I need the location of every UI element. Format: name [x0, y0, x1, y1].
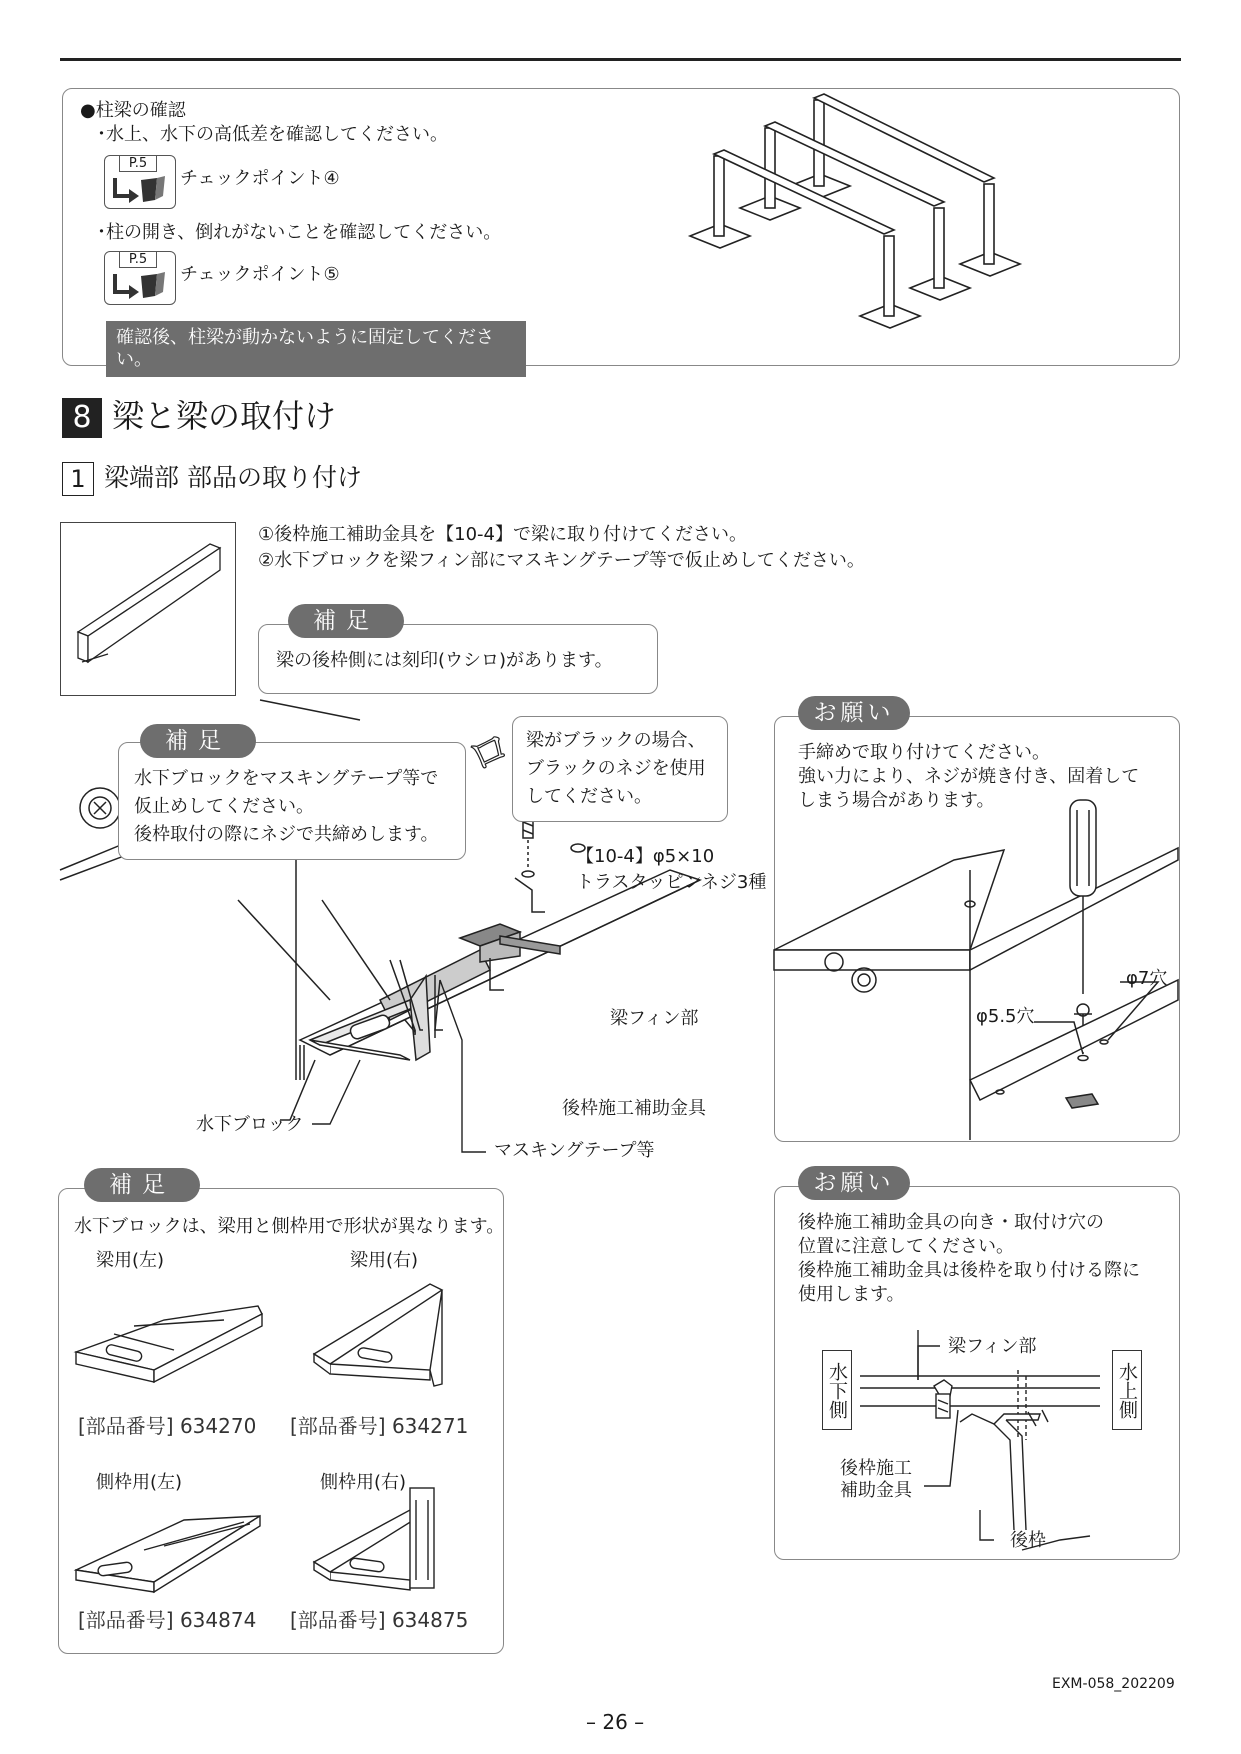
check-item-2: ･柱の開き、倒れがないことを確認してください。	[97, 222, 502, 243]
supplement-tag: 補足	[140, 724, 256, 758]
uphill-side-marker: 水上側	[1112, 1350, 1142, 1430]
black-callout-line-2: ブラックのネジを使用	[526, 758, 706, 779]
downhill-side-marker: 水下側	[822, 1350, 852, 1430]
hole-7-label: φ7穴	[1126, 968, 1168, 989]
black-callout-line-1: 梁がブラックの場合、	[526, 730, 706, 751]
request-1-line-1: 手締めで取り付けてください。	[798, 742, 1050, 763]
beam-right-block-drawing	[310, 1280, 470, 1400]
check-point-4-label: チェックポイント④	[180, 168, 340, 189]
beam-fin-label: 梁フィン部	[610, 1008, 699, 1029]
supplement-tag: 補足	[288, 604, 404, 638]
part-number-side-left: [部品番号] 634874	[78, 1608, 257, 1632]
request-2-line-4: 使用します。	[798, 1284, 905, 1305]
step-2: ②水下ブロックを梁フィン部にマスキングテープ等で仮止めしてください。	[258, 550, 865, 571]
part-number-beam-left: [部品番号] 634270	[78, 1414, 257, 1438]
masking-tape-label: マスキングテープ等	[494, 1140, 655, 1161]
top-rule	[60, 58, 1181, 61]
page-number: – 26 –	[586, 1710, 645, 1734]
supplement-mid-line-3: 後枠取付の際にネジで共締めします。	[134, 824, 439, 845]
post-beam-frame-illustration	[680, 96, 1020, 366]
request-2-line-3: 後枠施工補助金具は後枠を取り付ける際に	[798, 1260, 1140, 1281]
bracket-label-line-1: 後枠施工	[840, 1458, 912, 1479]
bracket-label-line-2: 補助金具	[840, 1480, 912, 1501]
subsection-number: 1	[62, 462, 94, 496]
request-2-line-2: 位置に注意してください。	[798, 1236, 1014, 1257]
part-number-side-right: [部品番号] 634875	[290, 1608, 469, 1632]
part-name-beam-right: 梁用(右)	[350, 1250, 419, 1271]
part-name-side-left: 側枠用(左)	[96, 1472, 183, 1493]
black-callout-line-3: してください。	[526, 786, 652, 807]
part-name-side-right: 側枠用(右)	[320, 1472, 407, 1493]
supplement-mid-line-1: 水下ブロックをマスキングテープ等で	[134, 768, 439, 789]
beam-left-block-drawing	[74, 1300, 274, 1400]
screw-spec-label: 【10-4】φ5×10	[576, 846, 715, 867]
subsection-title: 梁端部 部品の取り付け	[104, 463, 362, 492]
side-right-block-drawing	[310, 1480, 470, 1600]
check-heading: ●柱梁の確認	[80, 100, 186, 121]
rear-bracket-label: 後枠施工補助金具	[562, 1098, 706, 1119]
request-2-line-1: 後枠施工補助金具の向き・取付け穴の	[798, 1212, 1104, 1233]
request-1-line-2: 強い力により、ネジが焼き付き、固着して	[798, 766, 1140, 787]
hole-5-5-label: φ5.5穴	[976, 1006, 1035, 1027]
part-name-beam-left: 梁用(左)	[96, 1250, 165, 1271]
rear-frame-label: 後枠	[1010, 1530, 1046, 1551]
block-shape-note: 水下ブロックは、梁用と側枠用で形状が異なります。	[74, 1216, 505, 1237]
beam-fin-label-2: 梁フィン部	[948, 1336, 1037, 1357]
page-ref-badge-2	[104, 251, 176, 305]
page-ref-number: P.5	[119, 156, 157, 172]
reference-arrow-icon	[105, 252, 175, 304]
part-number-beam-right: [部品番号] 634271	[290, 1414, 469, 1438]
page-ref-badge-1	[104, 155, 176, 209]
section-title: 梁と梁の取付け	[112, 397, 337, 435]
document-code: EXM-058_202209	[1052, 1676, 1175, 1692]
water-block-label: 水下ブロック	[196, 1114, 304, 1135]
section-number: 8	[62, 398, 102, 438]
request-1-line-3: しまう場合があります。	[798, 790, 995, 811]
request-tag: お願い	[798, 696, 910, 730]
screw-type-label: トラスタッピンネジ3種	[576, 872, 767, 893]
stamp-note-text: 梁の後枠側には刻印(ウシロ)があります。	[276, 650, 613, 671]
page-ref-number: P.5	[119, 252, 157, 268]
check-point-5-label: チェックポイント⑤	[180, 264, 340, 285]
fix-instruction-banner: 確認後、柱梁が動かないように固定してください。	[106, 321, 526, 377]
request-tag: お願い	[798, 1166, 910, 1200]
check-item-1: ･水上、水下の高低差を確認してください。	[97, 124, 448, 145]
beam-thumbnail-drawing	[60, 522, 234, 694]
supplement-tag: 補足	[84, 1168, 200, 1202]
side-left-block-drawing	[74, 1510, 274, 1610]
reference-arrow-icon	[105, 156, 175, 208]
step-1: ①後枠施工補助金具を【10-4】で梁に取り付けてください。	[258, 524, 747, 545]
hand-tighten-diagram	[774, 800, 1178, 1130]
supplement-mid-line-2: 仮止めしてください。	[134, 796, 314, 817]
